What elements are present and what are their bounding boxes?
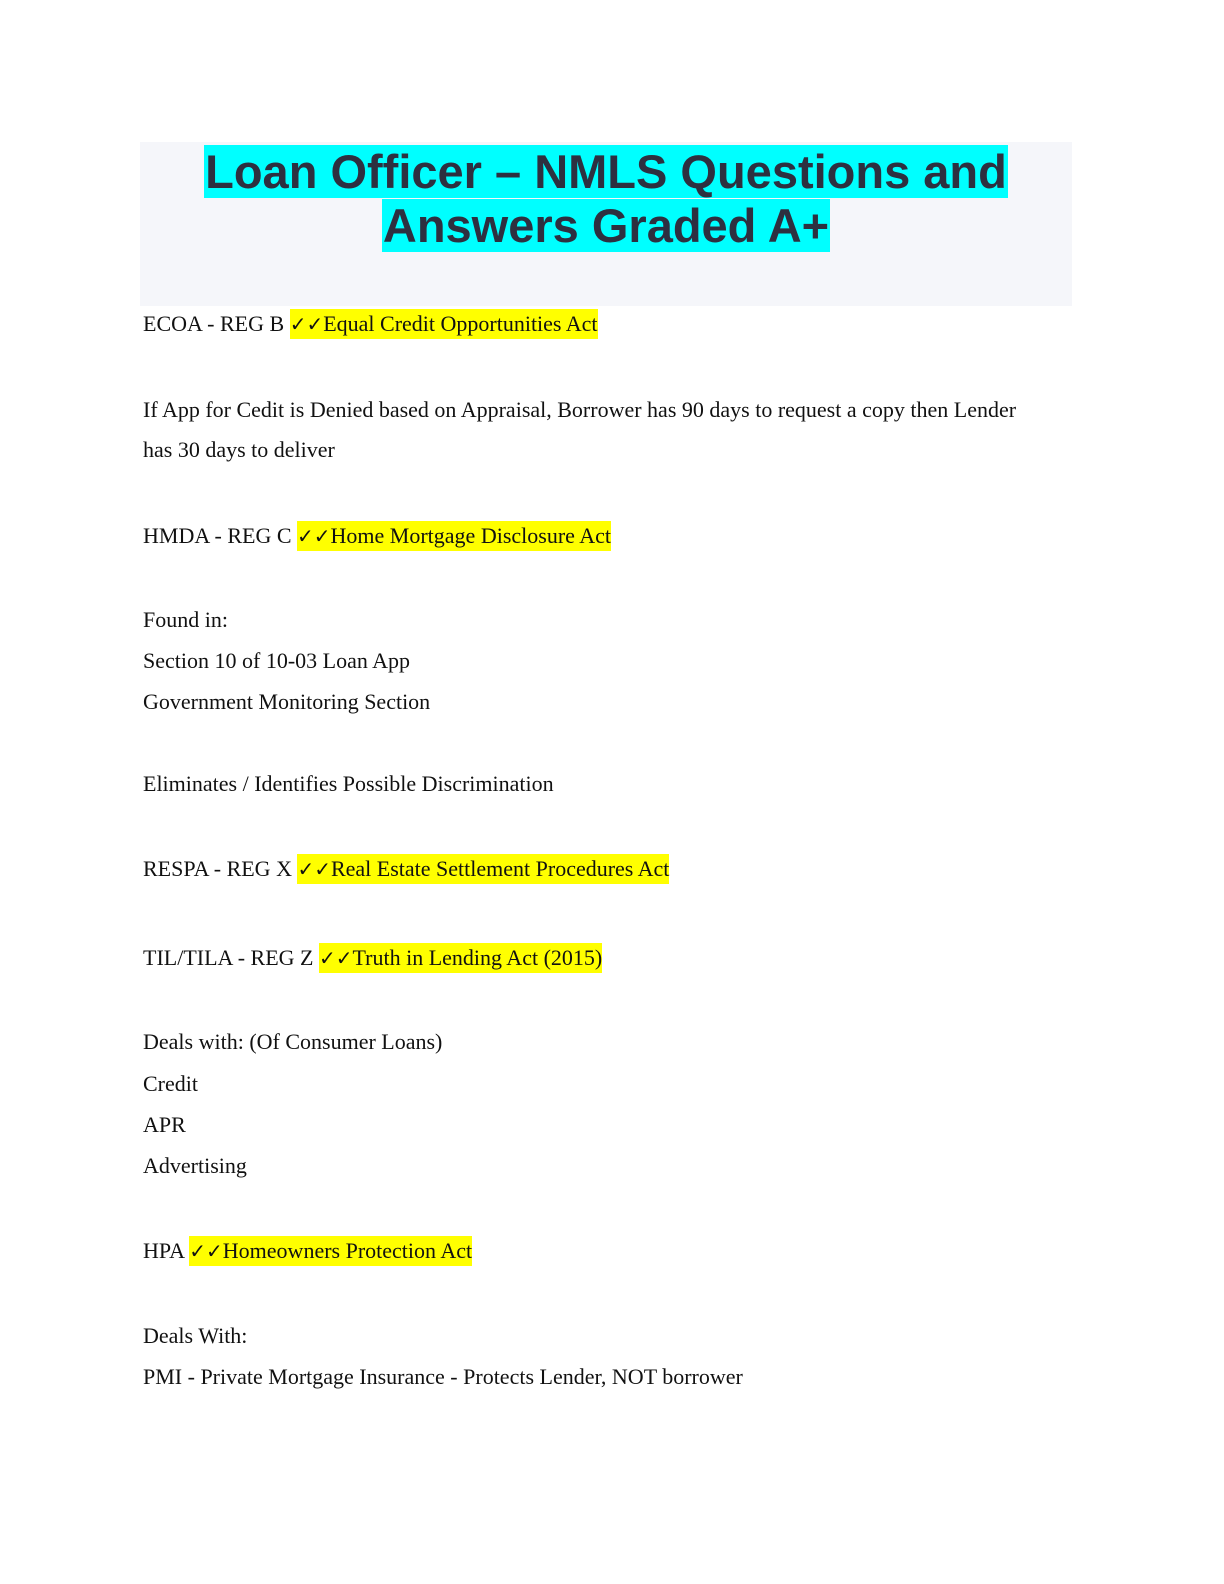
term: ECOA - REG B xyxy=(143,311,290,336)
paragraph-text: Deals with: (Of Consumer Loans) xyxy=(143,1029,443,1054)
answer: Real Estate Settlement Procedures Act xyxy=(330,856,670,881)
title-highlight: Answers Graded A+ xyxy=(382,199,830,252)
answer: Equal Credit Opportunities Act xyxy=(323,311,598,336)
paragraph-text: Deals With: xyxy=(143,1323,248,1348)
answer: Homeowners Protection Act xyxy=(222,1238,473,1263)
paragraph-text: If App for Cedit is Denied based on Appraisal, Borrower has 90 days to request a copy then Lender xyxy=(143,397,1017,422)
answer: Home Mortgage Disclosure Act xyxy=(330,523,611,548)
double-check-icon: ✓✓ xyxy=(189,1239,223,1263)
qa-entry-hpa xyxy=(143,1237,472,1265)
document-title-line-2 xyxy=(140,198,1072,253)
double-check-icon: ✓✓ xyxy=(297,857,331,881)
qa-entry-ecoa xyxy=(143,310,598,338)
paragraph-text: Government Monitoring Section xyxy=(143,689,431,714)
paragraph-text: Eliminates / Identifies Possible Discrimination xyxy=(143,771,554,796)
document-title-line-1 xyxy=(140,144,1072,199)
term: TIL/TILA - REG Z xyxy=(143,945,319,970)
double-check-icon: ✓✓ xyxy=(289,312,324,336)
answer-highlight xyxy=(319,943,602,973)
paragraph-text: Credit xyxy=(143,1071,198,1096)
answer-highlight xyxy=(290,309,598,339)
paragraph-text: APR xyxy=(143,1112,186,1137)
paragraph-text: Found in: xyxy=(143,607,228,632)
paragraph-text: has 30 days to deliver xyxy=(143,437,335,462)
title-highlight: Loan Officer – NMLS Questions and xyxy=(205,145,1007,198)
paragraph-text: Section 10 of 10-03 Loan App xyxy=(143,648,411,673)
term: HMDA - REG C xyxy=(143,523,298,548)
answer: Truth in Lending Act (2015) xyxy=(352,945,603,970)
term: RESPA - REG X xyxy=(143,856,298,881)
answer-highlight xyxy=(189,1236,472,1266)
qa-entry-respa xyxy=(143,855,669,883)
answer-highlight xyxy=(297,521,611,551)
paragraph-text: PMI - Private Mortgage Insurance - Protects Lender, NOT borrower xyxy=(143,1364,743,1389)
double-check-icon: ✓✓ xyxy=(318,946,353,970)
qa-entry-tila xyxy=(143,944,602,972)
answer-highlight xyxy=(297,854,669,884)
qa-entry-hmda xyxy=(143,522,611,550)
title-banner xyxy=(140,142,1072,306)
paragraph-text: Advertising xyxy=(143,1153,247,1178)
term: HPA xyxy=(143,1238,190,1263)
double-check-icon: ✓✓ xyxy=(297,524,331,548)
